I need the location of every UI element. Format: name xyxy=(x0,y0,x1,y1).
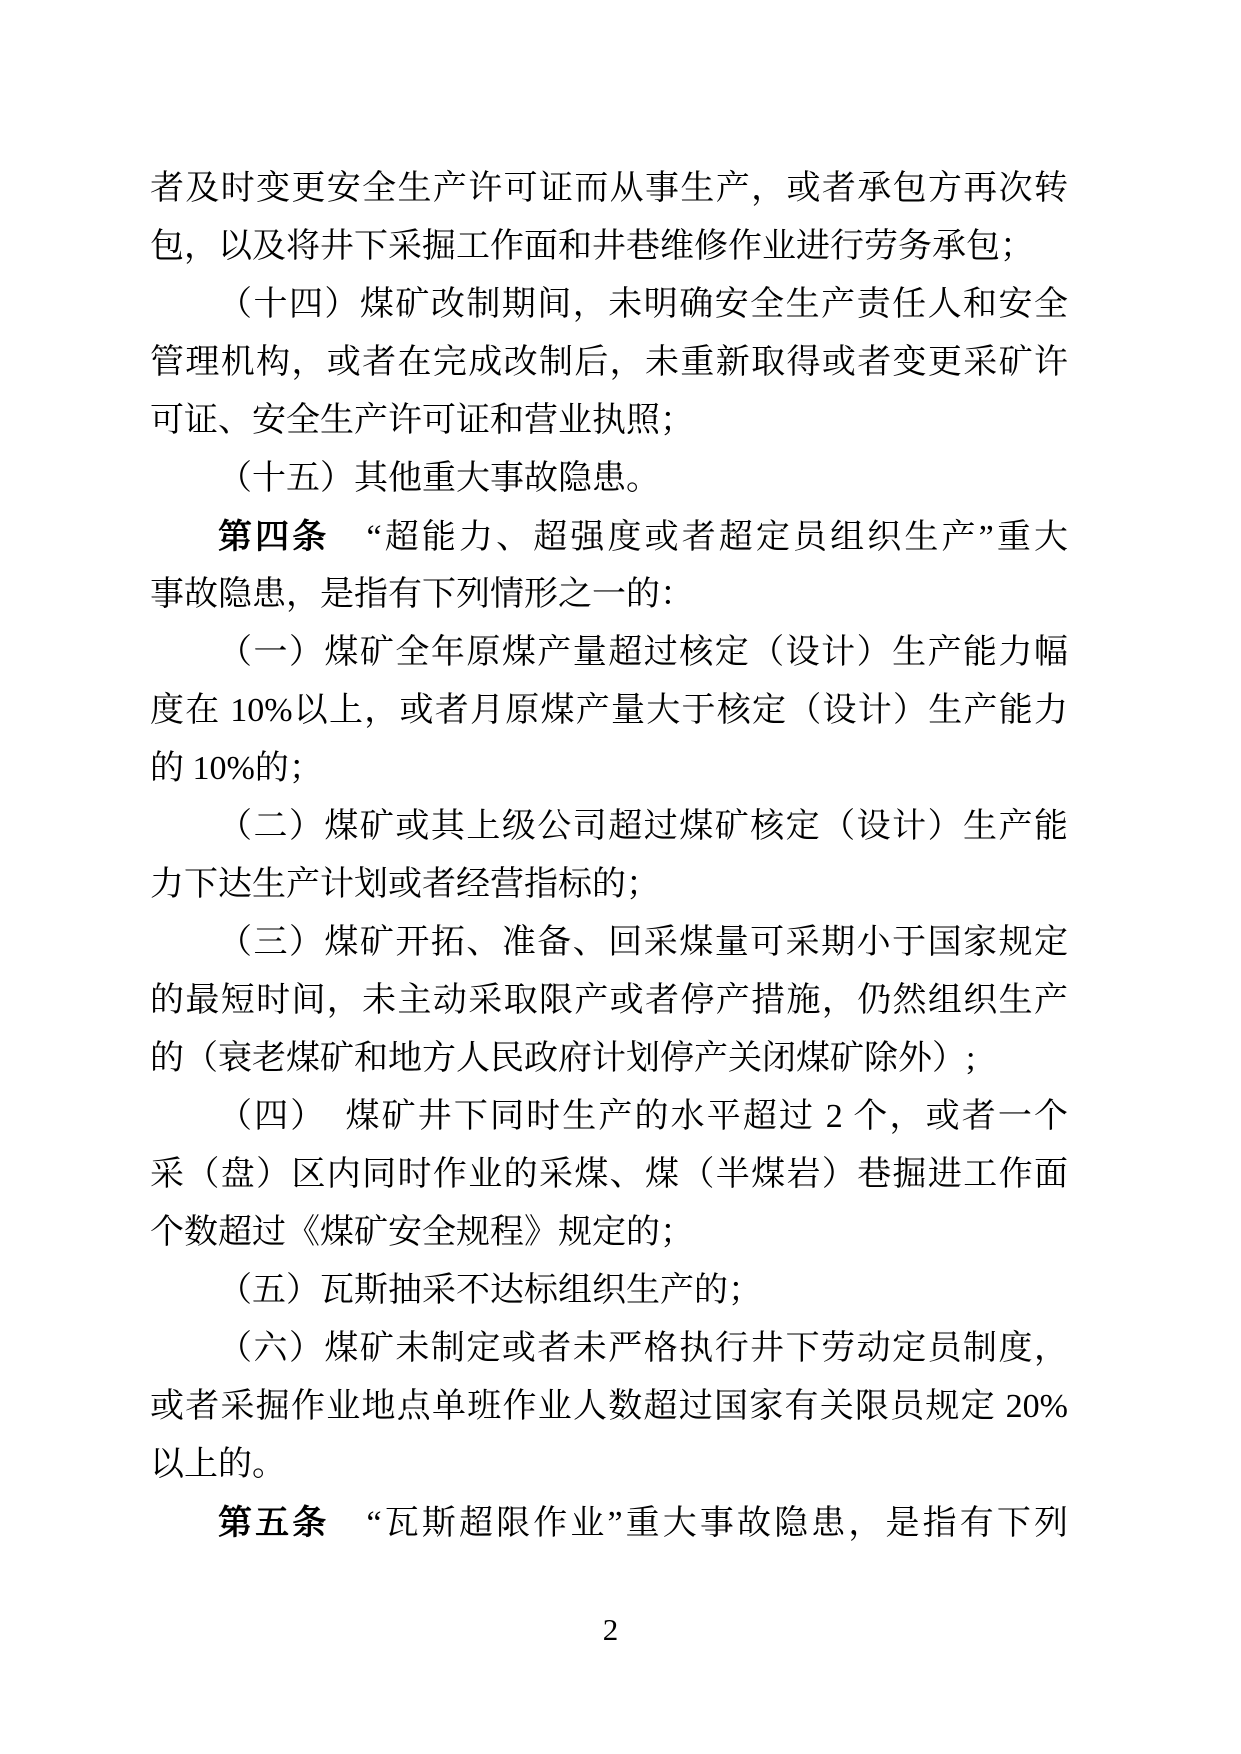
text-line: 的最短时间，未主动采取限产或者停产措施，仍然组织生产 xyxy=(150,982,1068,1019)
article-heading-rest: “超能力、超强度或者超定员组织生产”重大 xyxy=(329,519,1069,556)
text-line: 个数超过《煤矿安全规程》规定的； xyxy=(150,1214,694,1251)
text-line: （四） 煤矿井下同时生产的水平超过 2 个，或者一个 xyxy=(218,1098,1068,1135)
text-line: 的（衰老煤矿和地方人民政府计划停产关闭煤矿除外）; xyxy=(150,1040,976,1077)
text-line: 以上的。 xyxy=(150,1446,286,1483)
text-line: （三）煤矿开拓、准备、回采煤量可采期小于国家规定 xyxy=(218,924,1068,961)
text-line: 者及时变更安全生产许可证而从事生产，或者承包方再次转 xyxy=(150,170,1068,207)
text-line: 包，以及将井下采掘工作面和井巷维修作业进行劳务承包； xyxy=(150,228,1034,265)
text-line: 力下达生产计划或者经营指标的； xyxy=(150,866,660,903)
text-line: 管理机构，或者在完成改制后，未重新取得或者变更采矿许 xyxy=(150,344,1068,381)
text-line: （六）煤矿未制定或者未严格执行井下劳动定员制度， xyxy=(218,1330,1068,1367)
text-line: （五）瓦斯抽采不达标组织生产的； xyxy=(218,1272,762,1309)
text-line: （一）煤矿全年原煤产量超过核定（设计）生产能力幅 xyxy=(218,634,1068,671)
text-line: （二）煤矿或其上级公司超过煤矿核定（设计）生产能 xyxy=(218,808,1068,845)
text-line: 的 10%的； xyxy=(150,750,323,787)
text-line: （十四）煤矿改制期间，未明确安全生产责任人和安全 xyxy=(218,286,1068,323)
article-heading: 第四条 xyxy=(218,518,330,556)
text-line: 可证、安全生产许可证和营业执照； xyxy=(150,402,694,439)
page-number: 2 xyxy=(602,1612,619,1647)
text-line: 事故隐患，是指有下列情形之一的： xyxy=(150,576,694,613)
article-heading-rest: “瓦斯超限作业”重大事故隐患，是指有下列 xyxy=(329,1505,1069,1542)
text-line xyxy=(150,1494,1068,1552)
text-line: 度在 10%以上，或者月原煤产量大于核定（设计）生产能力 xyxy=(150,692,1068,729)
document-body xyxy=(150,160,1068,1552)
text-line: （十五）其他重大事故隐患。 xyxy=(218,460,660,497)
article-heading: 第五条 xyxy=(218,1504,330,1542)
text-line xyxy=(150,508,1068,566)
text-line: 或者采掘作业地点单班作业人数超过国家有关限员规定 20% xyxy=(150,1388,1068,1425)
text-line: 采（盘）区内同时作业的采煤、煤（半煤岩）巷掘进工作面 xyxy=(150,1156,1068,1193)
